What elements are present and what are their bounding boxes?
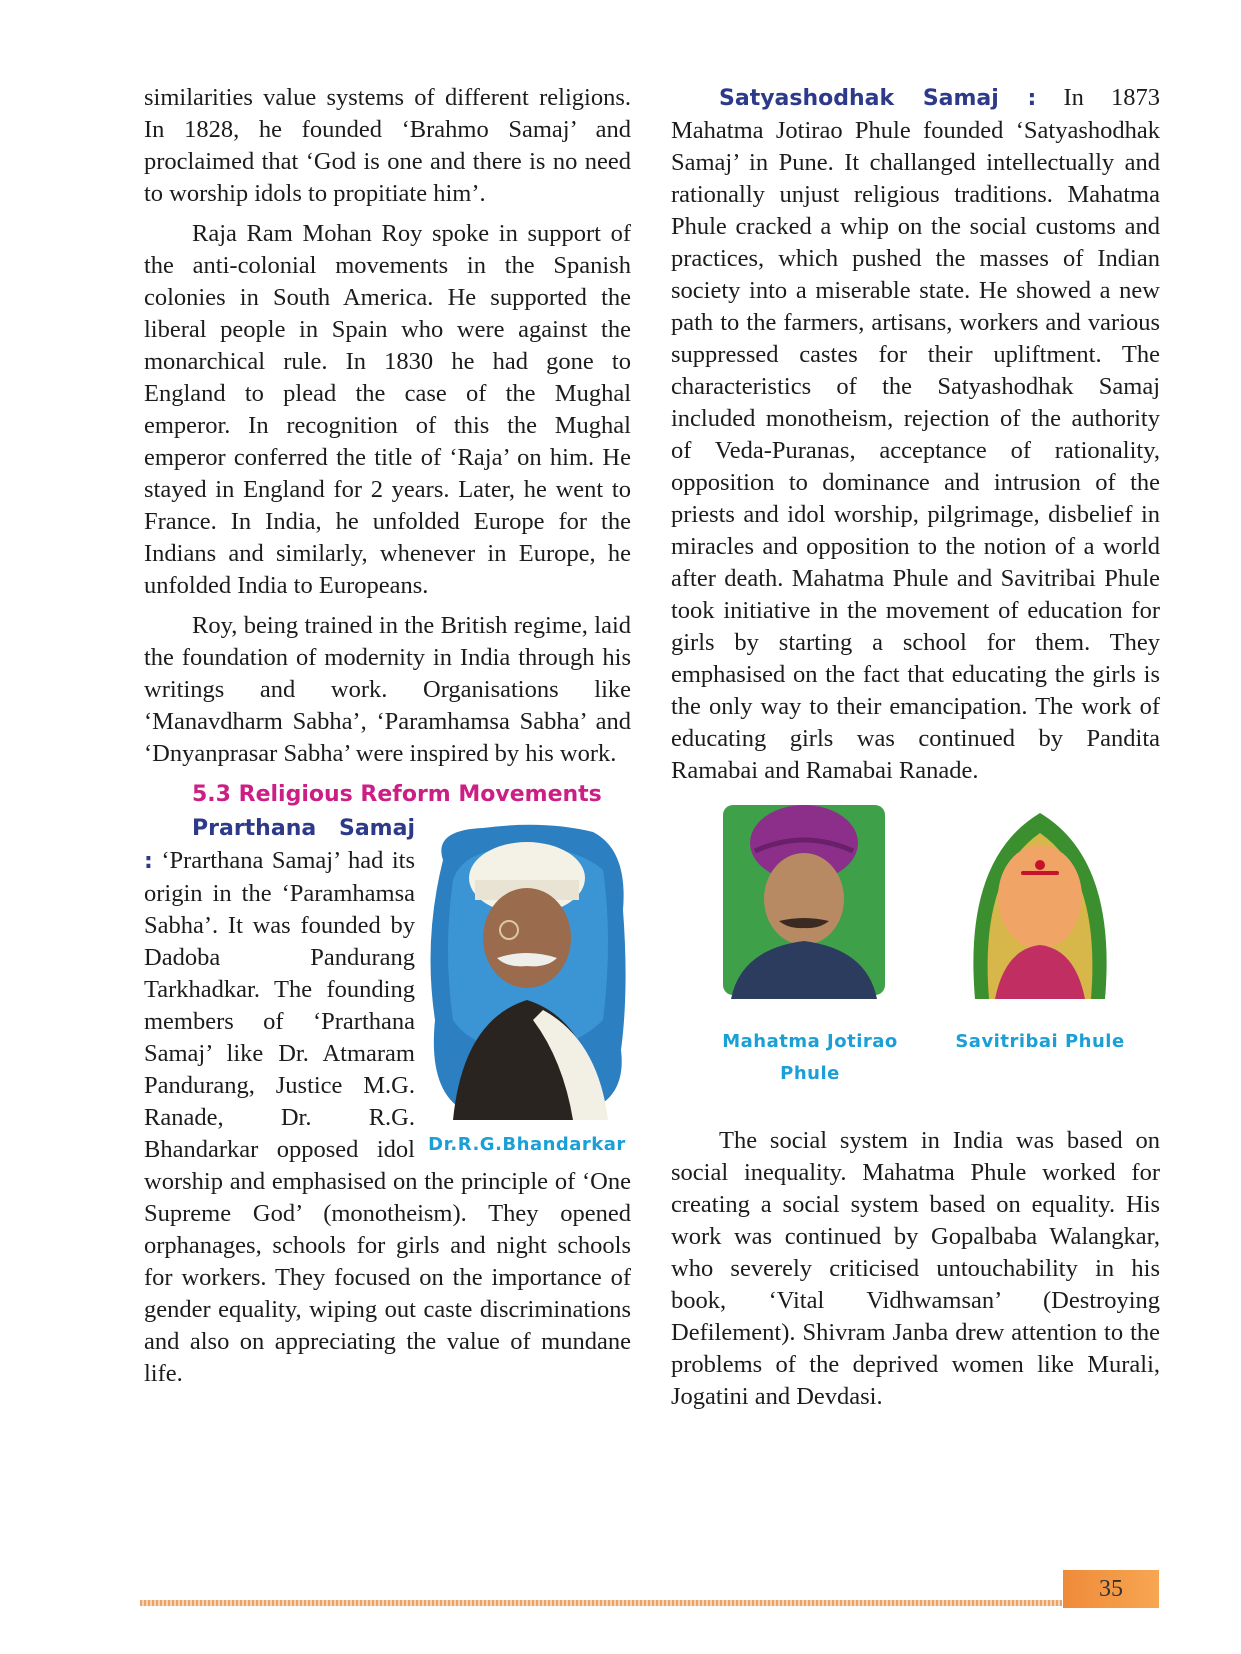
section-heading: 5.3 Religious Reform Movements: [192, 782, 602, 807]
savitribai-phule-portrait-image: [955, 799, 1125, 999]
right-column: [671, 82, 1160, 1421]
caption-savitribai-phule: Savitribai Phule: [955, 1031, 1125, 1052]
caption-jotirao-phule: Mahatma Jotirao Phule: [722, 1031, 898, 1084]
phule-portraits: [671, 795, 1160, 1115]
paragraph-prarthana-samaj: ‘Prarthana Samaj’ had its origin in the ‘Paramhamsa Sabha’. It was founded by Dadoba Pandurang Tarkhadkar. The founding members of ‘Prarthana Samaj’ like Dr. Atmaram Pandurang, Justice M.G. Ranade, Dr. R.G. Bhandarkar opposed idol worship and emphasised on the principle of ‘One Supreme God’ (monotheism). They opened orphanages, schools for girls and night schools for workers. They focused on the importance of gender equality, wiping out caste discriminations and also on appreciating the value of mundane life.: [144, 847, 631, 1387]
subheading-satyashodhak-samaj: Satyashodhak Samaj :: [719, 86, 1037, 111]
paragraph-brahmo-samaj: similarities value systems of different religions. In 1828, he founded ‘Brahmo Samaj’ and proclaimed that ‘God is one and there is no need to worship idols to propitiate him’.: [144, 84, 631, 207]
paragraph-roy-modernity: Roy, being trained in the British regime, laid the foundation of modernity in India through his writings and work. Organisations like ‘Manavdharm Sabha’, ‘Paramhamsa Sabha’ and ‘Dnyanprasar Sabha’ were inspired by his work.: [144, 612, 631, 767]
subheading-prarthana-samaj: Prarthana Samaj :: [144, 816, 415, 874]
page-number: 35: [1063, 1570, 1159, 1608]
prarthana-samaj-block: [144, 812, 631, 1390]
savitribai-phule-figure: [955, 799, 1125, 1058]
bhandarkar-figure: [423, 820, 631, 1155]
jotirao-phule-figure: [715, 799, 898, 1090]
bhandarkar-portrait-image: [423, 820, 631, 1120]
left-column: [144, 82, 631, 1398]
footer-decorative-line: [140, 1600, 1062, 1606]
caption-bhandarkar: Dr.R.G.Bhandarkar: [428, 1134, 626, 1155]
jotirao-phule-portrait-image: [715, 799, 893, 999]
paragraph-satyashodhak-samaj: In 1873 Mahatma Jotirao Phule founded ‘Satyashodhak Samaj’ in Pune. It challanged intellectually and rationally unjust religious traditions. Mahatma Phule cracked a whip on the social customs and practices, which pushed the masses of Indian society into a miserable state. He showed a new path to the farmers, artisans, workers and various suppressed castes for their upliftment. The characteristics of the Satyashodhak Samaj included monotheism, rejection of the authority of Veda-Puranas, acceptance of rationality, opposition to dominance and intrusion of the priests and idol worship, pilgrimage, disbelief in miracles and opposition to the notion of a world after death. Mahatma Phule and Savitribai Phule took initiative in the movement of education for girls by starting a school for them. They emphasised on the fact that educating the girls is the only way to their emancipation. The work of educating girls was continued by Pandita Ramabai and Ramabai Ranade.: [671, 84, 1160, 784]
paragraph-social-system: The social system in India was based on social inequality. Mahatma Phule worked for creating a social system based on equality. His work was continued by Gopalbaba Walangkar, who severely criticised untouchability in his book, ‘Vital Vidhwamsan’ (Destroying Defilement). Shivram Janba drew attention to the problems of the deprived women like Murali, Jogatini and Devdasi.: [671, 1127, 1160, 1410]
paragraph-roy-anticolonial: Raja Ram Mohan Roy spoke in support of the anti-colonial movements in the Spanish colonies in South America. He supported the liberal people in Spain who were against the monarchical rule. In 1830 he had gone to England to plead the case of the Mughal emperor. In recognition of this the Mughal emperor conferred the title of ‘Raja’ on him. He stayed in England for 2 years. Later, he went to France. In India, he unfolded Europe for the Indians and similarly, whenever in Europe, he unfolded India to Europeans.: [144, 220, 631, 599]
